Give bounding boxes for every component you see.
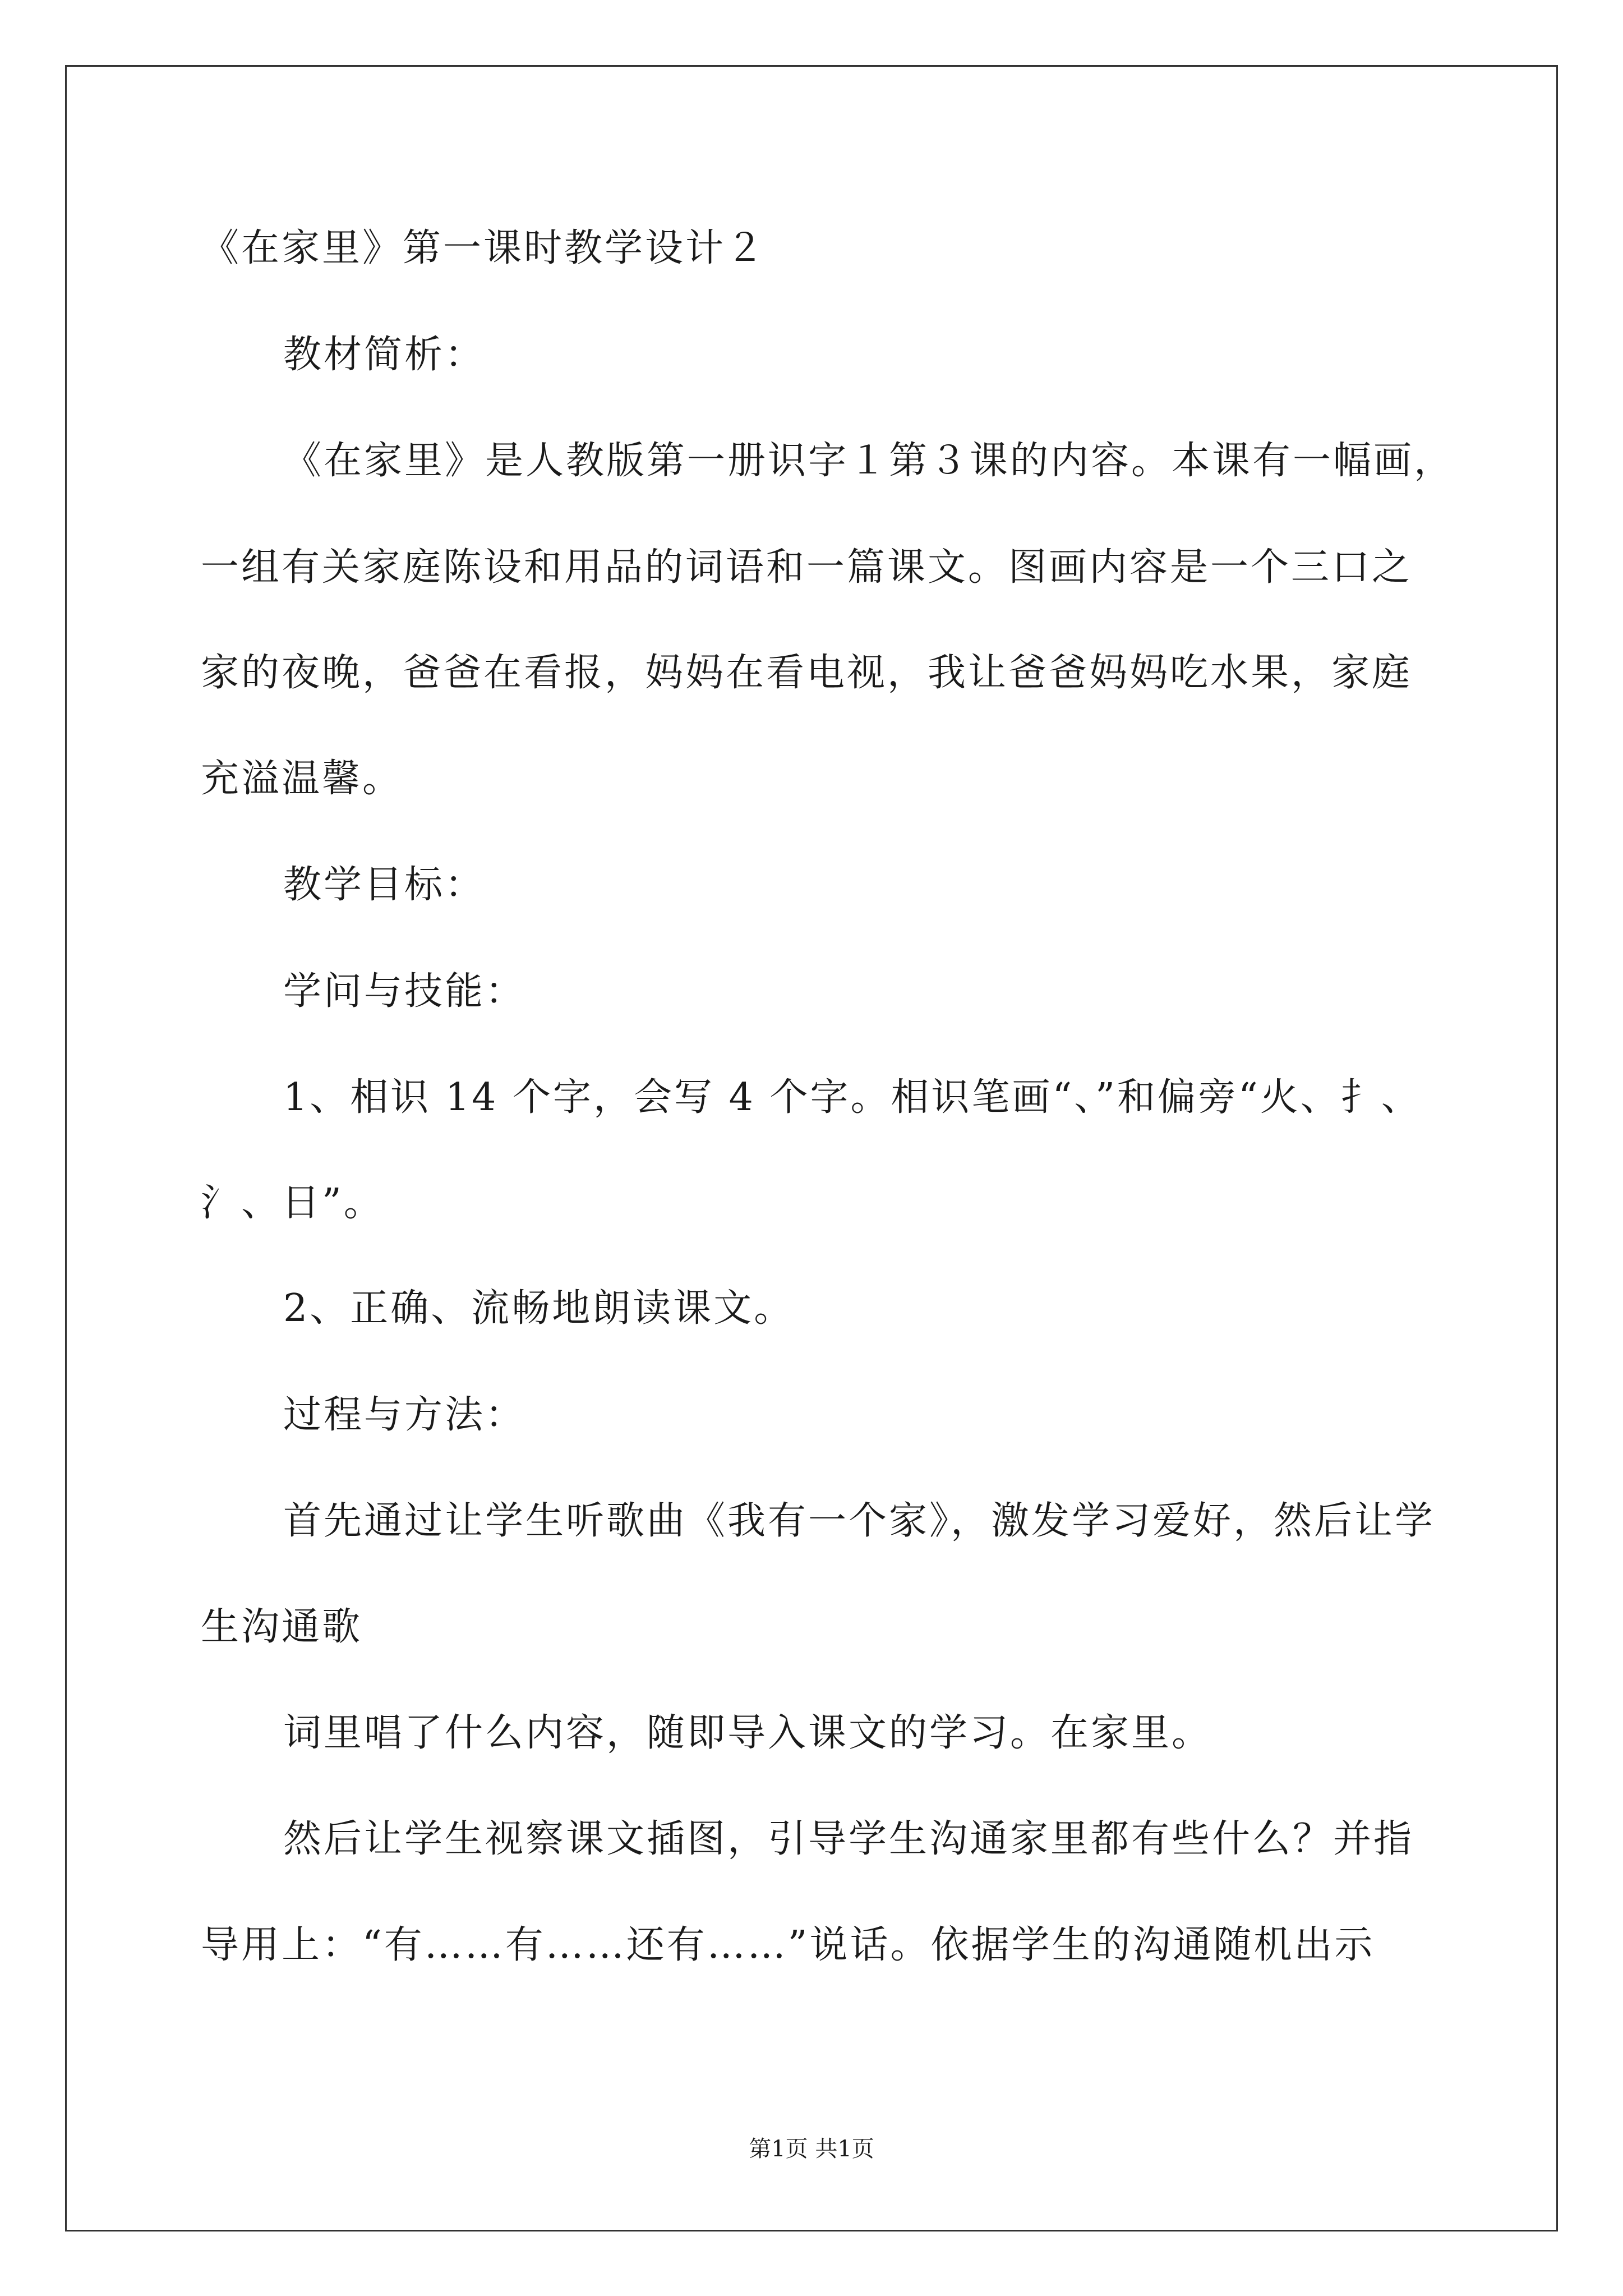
page-border: [65, 65, 1558, 2231]
paragraph-line: 导用上：“有……有……还有……”说话。依据学生的沟通随机出示: [201, 1923, 1375, 1967]
paragraph-line: 1、相识 14 个字，会写 4 个字。相识笔画“、”和偏旁“火、扌、: [283, 1075, 1422, 1120]
paragraph-line: 教学目标：: [283, 863, 486, 907]
paragraph-line: 教材简析：: [283, 333, 486, 377]
paragraph-line: 首先通过让学生听歌曲《我有一个家》，激发学习爱好，然后让学: [283, 1499, 1436, 1543]
paragraph-line: 过程与方法：: [283, 1393, 526, 1437]
paragraph-line: 词里唱了什么内容，随即导入课文的学习。在家里。: [283, 1711, 1212, 1755]
page-number-footer: 第1页 共1页: [749, 2136, 874, 2162]
paragraph-line: 《在家里》是人教版第一册识字１第３课的内容。本课有一幅画，: [283, 439, 1455, 483]
paragraph-line: 氵、日”。: [201, 1181, 384, 1225]
paragraph-line: 家的夜晚，爸爸在看报，妈妈在看电视，我让爸爸妈妈吃水果，家庭: [201, 651, 1413, 695]
document-title: 《在家里》第一课时教学设计２: [201, 226, 767, 270]
paragraph-line: 充溢温馨。: [201, 757, 403, 801]
paragraph-line: 学问与技能：: [283, 969, 526, 1014]
paragraph-line: 生沟通歌: [201, 1605, 363, 1649]
paragraph-line: 2、正确、流畅地朗读课文。: [283, 1286, 795, 1331]
paragraph-line: 一组有关家庭陈设和用品的词语和一篇课文。图画内容是一个三口之: [201, 545, 1413, 590]
paragraph-line: 然后让学生视察课文插图，引导学生沟通家里都有些什么？并指: [283, 1817, 1414, 1861]
